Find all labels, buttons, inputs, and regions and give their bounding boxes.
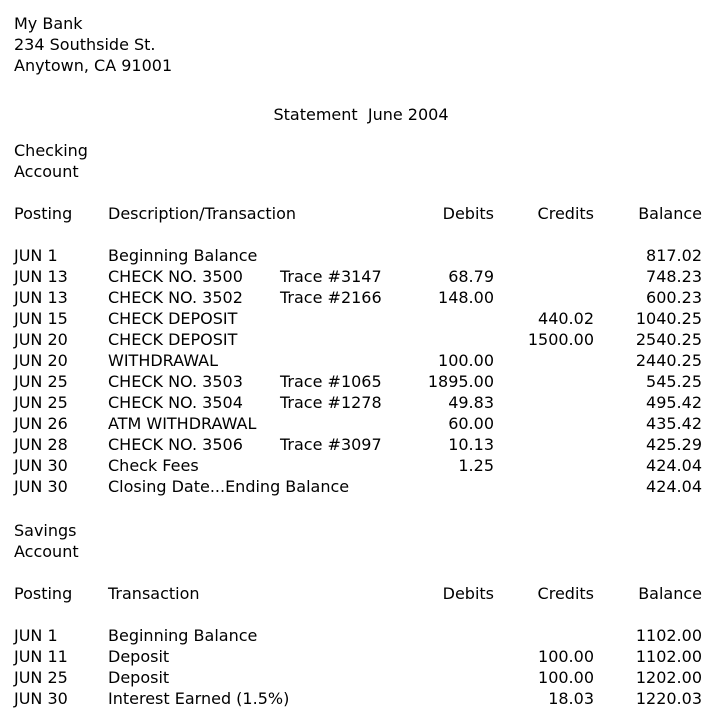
description: Beginning Balance — [108, 626, 258, 645]
description: CHECK NO. 3504 — [108, 393, 243, 412]
balance-amount: 2440.25 — [635, 351, 702, 370]
balance-amount: 600.23 — [646, 288, 702, 307]
posting-date: JUN 28 — [14, 435, 68, 454]
description: CHECK NO. 3500 — [108, 267, 243, 286]
header-description: Description/Transaction — [108, 204, 297, 223]
posting-date: JUN 11 — [14, 647, 68, 666]
table-row — [0, 371, 720, 392]
checking-title-line2: Account — [14, 162, 79, 181]
header-transaction: Transaction — [108, 584, 200, 603]
header-debits: Debits — [442, 584, 494, 603]
posting-date: JUN 30 — [14, 477, 68, 496]
balance-amount: 545.25 — [646, 372, 702, 391]
header-credits: Credits — [537, 584, 594, 603]
table-row — [0, 350, 720, 371]
checking-table-header — [0, 203, 720, 224]
table-row — [0, 434, 720, 455]
posting-date: JUN 25 — [14, 372, 68, 391]
posting-date: JUN 26 — [14, 414, 68, 433]
description: Beginning Balance — [108, 246, 258, 265]
balance-amount: 424.04 — [646, 477, 702, 496]
trace-number: Trace #1278 — [280, 393, 382, 412]
table-row — [0, 625, 720, 646]
posting-date: JUN 20 — [14, 351, 68, 370]
posting-date: JUN 1 — [14, 246, 58, 265]
savings-account-title — [14, 520, 79, 562]
posting-date: JUN 25 — [14, 393, 68, 412]
trace-number: Trace #3097 — [280, 435, 382, 454]
balance-amount: 1102.00 — [635, 626, 702, 645]
table-row — [0, 476, 720, 497]
header-credits: Credits — [537, 204, 594, 223]
table-row — [0, 688, 720, 709]
credit-amount: 18.03 — [548, 689, 594, 708]
description: CHECK NO. 3502 — [108, 288, 243, 307]
description: CHECK DEPOSIT — [108, 309, 238, 328]
table-row — [0, 287, 720, 308]
debit-amount: 10.13 — [448, 435, 494, 454]
table-row — [0, 667, 720, 688]
table-row — [0, 646, 720, 667]
balance-amount: 1040.25 — [635, 309, 702, 328]
description: WITHDRAWAL — [108, 351, 219, 370]
posting-date: JUN 30 — [14, 689, 68, 708]
description: CHECK DEPOSIT — [108, 330, 238, 349]
header-balance: Balance — [638, 204, 702, 223]
balance-amount: 1202.00 — [635, 668, 702, 687]
debit-amount: 1.25 — [458, 456, 494, 475]
balance-amount: 425.29 — [646, 435, 702, 454]
credit-amount: 440.02 — [538, 309, 594, 328]
debit-amount: 148.00 — [438, 288, 494, 307]
description: Deposit — [108, 647, 170, 666]
credit-amount: 100.00 — [538, 668, 594, 687]
debit-amount: 68.79 — [448, 267, 494, 286]
savings-title-line2: Account — [14, 542, 79, 561]
posting-date: JUN 15 — [14, 309, 68, 328]
table-row — [0, 455, 720, 476]
debit-amount: 49.83 — [448, 393, 494, 412]
header-balance: Balance — [638, 584, 702, 603]
table-row — [0, 413, 720, 434]
bank-name: My Bank — [14, 14, 83, 33]
statement-title: Statement June 2004 — [273, 105, 449, 124]
credit-amount: 1500.00 — [527, 330, 594, 349]
bank-street: 234 Southside St. — [14, 35, 156, 54]
description: Check Fees — [108, 456, 199, 475]
debit-amount: 1895.00 — [427, 372, 494, 391]
table-row — [0, 266, 720, 287]
balance-amount: 435.42 — [646, 414, 702, 433]
checking-title-line1: Checking — [14, 141, 88, 160]
description: Deposit — [108, 668, 170, 687]
balance-amount: 1220.03 — [635, 689, 702, 708]
header-posting: Posting — [14, 204, 73, 223]
description: ATM WITHDRAWAL — [108, 414, 257, 433]
description: CHECK NO. 3506 — [108, 435, 243, 454]
table-row — [0, 329, 720, 350]
balance-amount: 748.23 — [646, 267, 702, 286]
header-debits: Debits — [442, 204, 494, 223]
posting-date: JUN 13 — [14, 267, 68, 286]
balance-amount: 495.42 — [646, 393, 702, 412]
header-posting: Posting — [14, 584, 73, 603]
trace-number: Trace #1065 — [280, 372, 382, 391]
description: Interest Earned (1.5%) — [108, 689, 290, 708]
debit-amount: 100.00 — [438, 351, 494, 370]
balance-amount: 1102.00 — [635, 647, 702, 666]
description: CHECK NO. 3503 — [108, 372, 243, 391]
trace-number: Trace #2166 — [280, 288, 382, 307]
posting-date: JUN 25 — [14, 668, 68, 687]
table-row — [0, 245, 720, 266]
bank-city: Anytown, CA 91001 — [14, 56, 173, 75]
balance-amount: 817.02 — [646, 246, 702, 265]
balance-amount: 2540.25 — [635, 330, 702, 349]
posting-date: JUN 20 — [14, 330, 68, 349]
bank-address — [14, 13, 172, 76]
checking-account-title — [14, 140, 88, 182]
balance-amount: 424.04 — [646, 456, 702, 475]
trace-number: Trace #3147 — [280, 267, 382, 286]
savings-table-header — [0, 583, 720, 604]
table-row — [0, 392, 720, 413]
savings-title-line1: Savings — [14, 521, 77, 540]
posting-date: JUN 13 — [14, 288, 68, 307]
posting-date: JUN 1 — [14, 626, 58, 645]
description: Closing Date...Ending Balance — [108, 477, 350, 496]
table-row — [0, 308, 720, 329]
posting-date: JUN 30 — [14, 456, 68, 475]
credit-amount: 100.00 — [538, 647, 594, 666]
debit-amount: 60.00 — [448, 414, 494, 433]
